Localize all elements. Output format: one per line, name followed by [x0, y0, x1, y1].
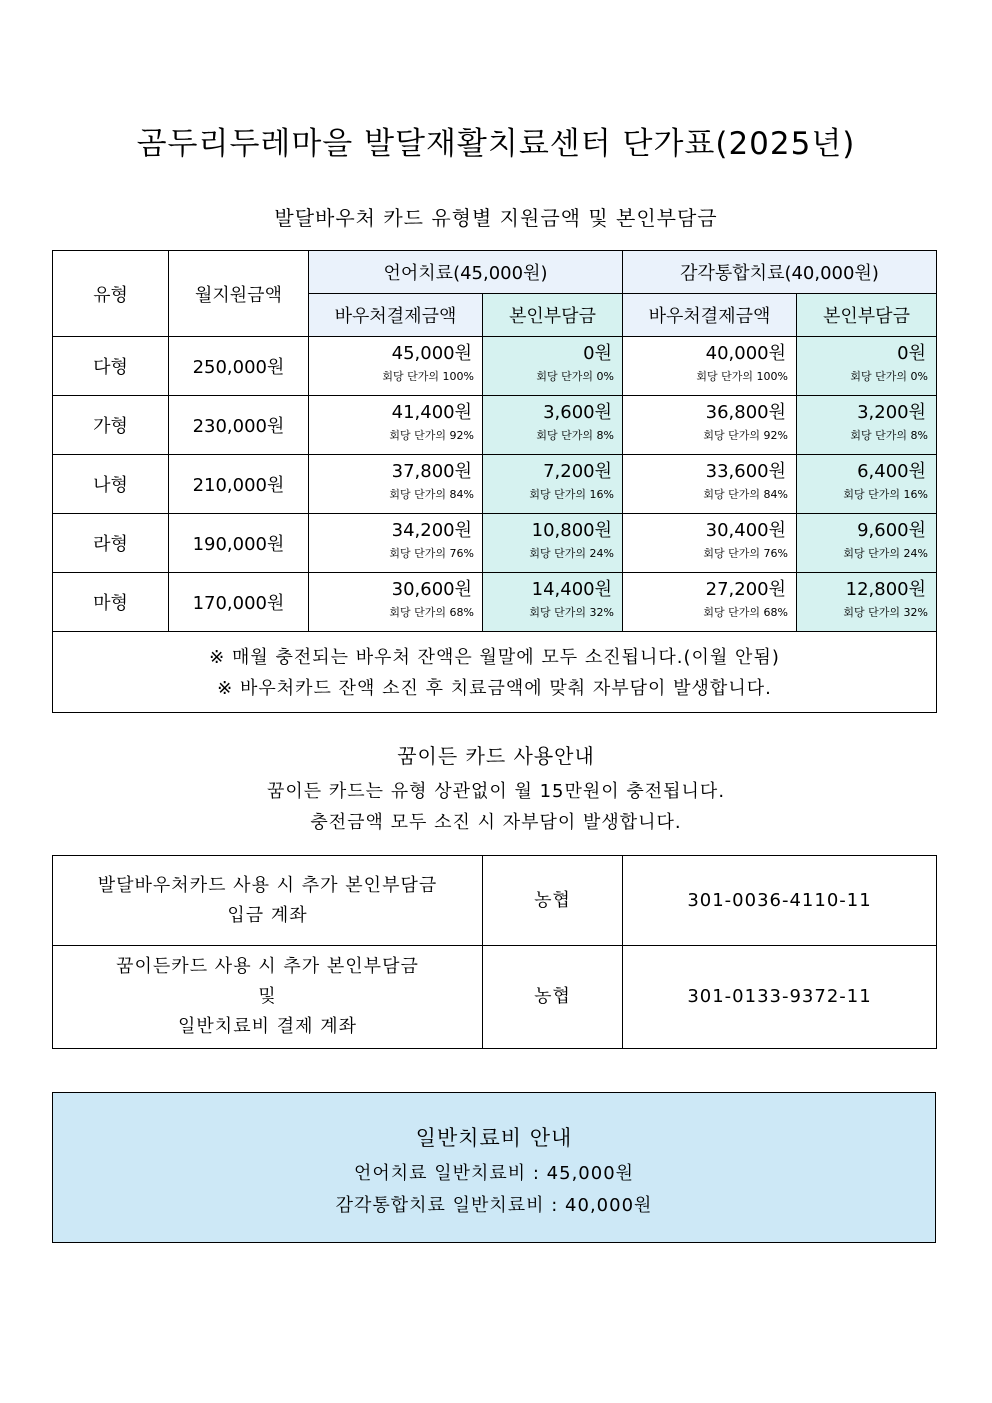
sensory-voucher-amount: 33,600원 [705, 461, 786, 482]
speech-voucher-pct: 회당 단가의 100% [382, 370, 474, 383]
account-number: 301-0133-9372-11 [623, 946, 937, 1049]
speech-self-amount: 3,600원 [543, 402, 612, 423]
row-type: 다형 [53, 337, 169, 396]
speech-voucher-amount: 30,600원 [391, 579, 472, 600]
table-row [53, 455, 937, 514]
dream-card-title: 꿈이든 카드 사용안내 [397, 744, 595, 768]
header-sensory-therapy: 감각통합치료(40,000원) [623, 251, 937, 294]
speech-self-pct: 회당 단가의 8% [536, 429, 614, 442]
header-speech-voucher: 바우처결제금액 [309, 294, 483, 337]
speech-voucher-pct: 회당 단가의 76% [389, 547, 474, 560]
row-monthly: 170,000원 [169, 573, 309, 632]
speech-voucher-amount: 45,000원 [391, 343, 472, 364]
speech-self-amount: 14,400원 [531, 579, 612, 600]
header-speech-therapy: 언어치료(45,000원) [309, 251, 623, 294]
voucher-section-title: 발달바우처 카드 유형별 지원금액 및 본인부담금 [274, 206, 718, 230]
sensory-voucher-pct: 회당 단가의 76% [703, 547, 788, 560]
sensory-self-pct: 회당 단가의 16% [843, 488, 928, 501]
sensory-self-pct: 회당 단가의 0% [850, 370, 928, 383]
page-title: 곰두리두레마을 발달재활치료센터 단가표(2025년) [136, 126, 856, 162]
account-desc-line: 일반치료비 결제 계좌 [178, 1016, 357, 1037]
sensory-self-pct: 회당 단가의 32% [843, 606, 928, 619]
account-desc-line: 및 [258, 986, 277, 1007]
speech-voucher-amount: 37,800원 [391, 461, 472, 482]
speech-self-pct: 회당 단가의 24% [529, 547, 614, 560]
table-row [53, 514, 937, 573]
sensory-voucher-pct: 회당 단가의 100% [696, 370, 788, 383]
sensory-voucher-amount: 27,200원 [705, 579, 786, 600]
sensory-self-pct: 회당 단가의 8% [850, 429, 928, 442]
note-self-payment: ※ 바우처카드 잔액 소진 후 치료금액에 맞춰 자부담이 발생합니다. [217, 678, 772, 699]
row-monthly: 250,000원 [169, 337, 309, 396]
sensory-voucher-pct: 회당 단가의 68% [703, 606, 788, 619]
sensory-voucher-amount: 30,400원 [705, 520, 786, 541]
account-bank: 농협 [483, 856, 623, 946]
header-sensory-self: 본인부담금 [797, 294, 937, 337]
speech-voucher-amount: 41,400원 [391, 402, 472, 423]
account-desc-line: 발달바우처카드 사용 시 추가 본인부담금 [97, 874, 438, 896]
table-row [53, 337, 937, 396]
row-type: 가형 [53, 396, 169, 455]
sensory-self-amount: 3,200원 [857, 402, 926, 423]
row-monthly: 190,000원 [169, 514, 309, 573]
header-sensory-voucher: 바우처결제금액 [623, 294, 797, 337]
speech-self-pct: 회당 단가의 16% [529, 488, 614, 501]
sensory-self-amount: 0원 [897, 343, 926, 364]
row-monthly: 230,000원 [169, 396, 309, 455]
speech-voucher-pct: 회당 단가의 84% [389, 488, 474, 501]
sensory-voucher-amount: 36,800원 [705, 402, 786, 423]
note-monthly-expiry: ※ 매월 충전되는 바우처 잔액은 월말에 모두 소진됩니다.(이월 안됨) [209, 647, 780, 668]
header-monthly-support: 월지원금액 [169, 251, 309, 337]
account-desc [53, 856, 483, 946]
account-row [53, 946, 937, 1049]
sensory-voucher-pct: 회당 단가의 92% [703, 429, 788, 442]
sensory-self-amount: 6,400원 [857, 461, 926, 482]
row-monthly: 210,000원 [169, 455, 309, 514]
row-type: 나형 [53, 455, 169, 514]
dream-card-line1: 꿈이든 카드는 유형 상관없이 월 15만원이 충전됩니다. [266, 781, 726, 802]
table-row [53, 396, 937, 455]
sensory-self-amount: 9,600원 [857, 520, 926, 541]
general-fee-box [52, 1092, 936, 1243]
voucher-notes [53, 632, 937, 713]
speech-self-amount: 7,200원 [543, 461, 612, 482]
general-fee-title: 일반치료비 안내 [415, 1126, 573, 1150]
speech-voucher-amount: 34,200원 [391, 520, 472, 541]
general-fee-speech: 언어치료 일반치료비 : 45,000원 [353, 1163, 635, 1184]
speech-voucher-pct: 회당 단가의 92% [389, 429, 474, 442]
header-type: 유형 [53, 251, 169, 337]
sensory-voucher-amount: 40,000원 [705, 343, 786, 364]
speech-self-pct: 회당 단가의 0% [536, 370, 614, 383]
general-fee-sensory: 감각통합치료 일반치료비 : 40,000원 [335, 1195, 653, 1216]
sensory-self-pct: 회당 단가의 24% [843, 547, 928, 560]
sensory-voucher-pct: 회당 단가의 84% [703, 488, 788, 501]
sensory-self-amount: 12,800원 [845, 579, 926, 600]
account-desc [53, 946, 483, 1049]
dream-card-line2: 충전금액 모두 소진 시 자부담이 발생합니다. [310, 812, 682, 833]
account-row [53, 856, 937, 946]
account-number: 301-0036-4110-11 [623, 856, 937, 946]
voucher-price-table [52, 250, 937, 713]
account-bank: 농협 [483, 946, 623, 1049]
account-desc-line: 꿈이든카드 사용 시 추가 본인부담금 [116, 956, 419, 977]
header-speech-self: 본인부담금 [483, 294, 623, 337]
row-type: 라형 [53, 514, 169, 573]
speech-voucher-pct: 회당 단가의 68% [389, 606, 474, 619]
speech-self-pct: 회당 단가의 32% [529, 606, 614, 619]
table-row [53, 573, 937, 632]
row-type: 마형 [53, 573, 169, 632]
speech-self-amount: 0원 [583, 343, 612, 364]
speech-self-amount: 10,800원 [531, 520, 612, 541]
account-desc-line: 입금 계좌 [227, 904, 308, 926]
account-table [52, 855, 937, 1049]
